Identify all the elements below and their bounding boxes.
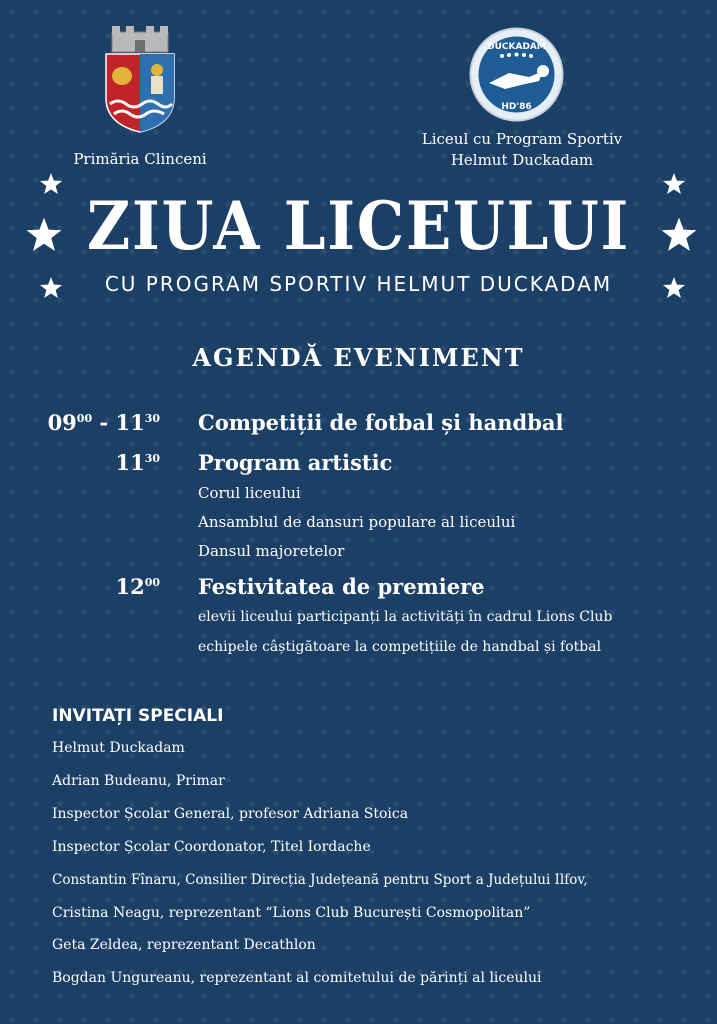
guest-item: Adrian Budeanu, Primar (52, 773, 225, 789)
guest-item: Inspector Școlar Coordonator, Titel Iordache (52, 839, 371, 855)
guest-item: Bogdan Ungureanu, reprezentant al comitetului de părinți al liceului (52, 970, 542, 986)
school-label-line2: Helmut Duckadam (450, 151, 594, 169)
guest-item: Constantin Fînaru, Consilier Direcția Județeană pentru Sport a Județului Ilfov, (52, 872, 588, 888)
event-subtitle: CU PROGRAM SPORTIV HELMUT DUCKADAM (104, 272, 613, 296)
guest-item: Inspector Școlar General, profesor Adriana Stoica (52, 806, 409, 822)
event-title: ZIUA LICEULUI (86, 187, 631, 265)
guest-item: Helmut Duckadam (52, 740, 185, 756)
agenda-item-detail: Ansamblul de dansuri populare al liceului (198, 513, 516, 531)
duckadam-logo-text: DUCKADAM (487, 42, 546, 52)
duckadam-logo-subtext: HD'86 (501, 102, 532, 112)
clinceni-label: Primăria Clinceni (73, 150, 207, 168)
agenda-item-detail: Corul liceului (198, 484, 301, 502)
agenda-heading: AGENDĂ EVENIMENT (192, 343, 525, 372)
school-label (392, 129, 652, 171)
guest-item: Geta Zeldea, reprezentant Decathlon (52, 937, 316, 953)
agenda-time: $09^{00} - 11^{30}$ (47, 410, 160, 435)
agenda-time: $12^{00}$ (115, 574, 160, 599)
school-label-line1: Liceul cu Program Sportiv (421, 130, 623, 148)
agenda-item-detail: Dansul majoretelor (198, 542, 345, 560)
agenda-item-title: Competiții de fotbal și handbal (198, 410, 564, 435)
agenda-item-detail: elevii liceului participanți la activități în cadrul Lions Club (198, 609, 613, 625)
guests-heading: INVITAȚI SPECIALI (52, 706, 224, 726)
agenda-item-title: Festivitatea de premiere (198, 574, 485, 599)
agenda-item-title: Program artistic (198, 450, 393, 475)
guest-item: Cristina Neagu, reprezentant “Lions Club București Cosmopolitan” (52, 905, 531, 921)
duckadam-logo (469, 27, 564, 122)
clinceni-coat-of-arms (104, 26, 176, 134)
agenda-item-detail: echipele câștigătoare la competițiile de handbal și fotbal (198, 639, 602, 655)
agenda-time: $11^{30}$ (115, 450, 160, 475)
